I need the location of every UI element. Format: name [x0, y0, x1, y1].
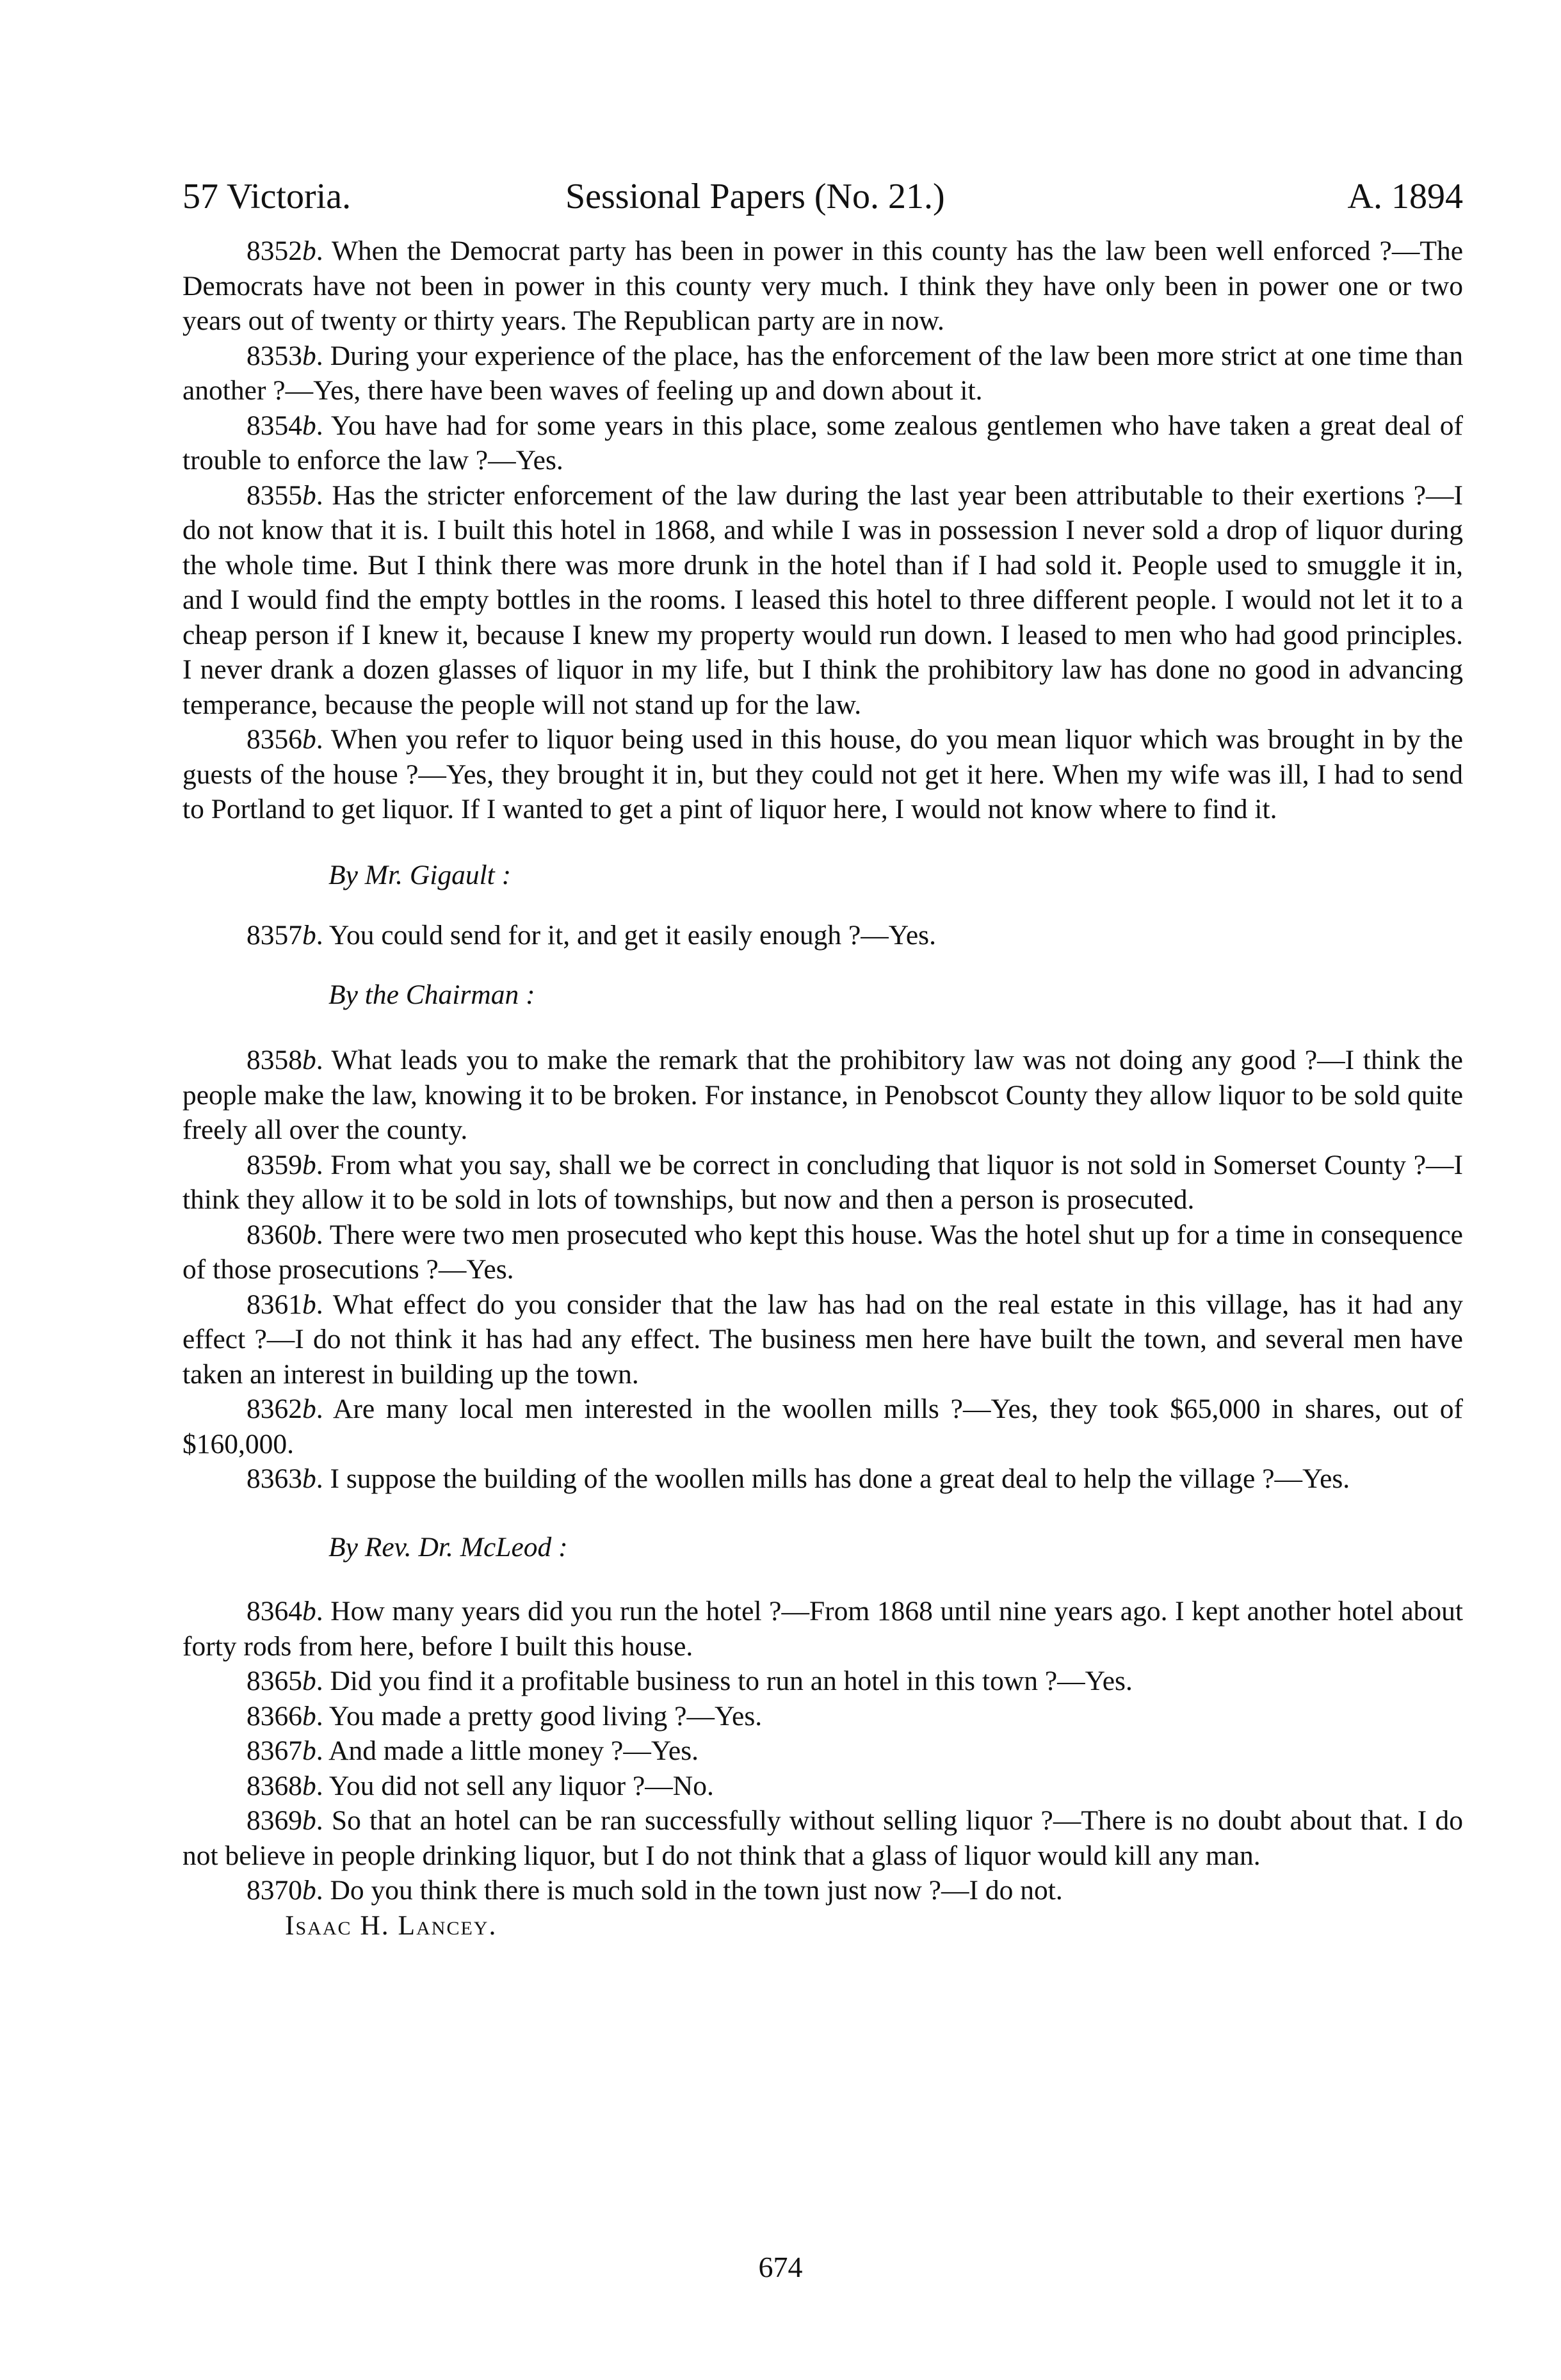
- question-8370b: 8370b. Do you think there is much sold in the town just now ?—I do not.: [247, 1875, 1063, 1906]
- question-8366b: 8366b. You made a pretty good living ?—Yes.: [247, 1700, 763, 1732]
- question-8367b: 8367b. And made a little money ?—Yes.: [247, 1735, 699, 1766]
- testimony-body: [182, 234, 1463, 1943]
- running-header: [182, 176, 1463, 227]
- header-title: Sessional Papers (No. 21.): [565, 177, 945, 216]
- question-8352b: 8352b. When the Democrat party has been in power in this county has the law been well enforced ?—The Democrats have not been in power in this county very much. I think they have only been in power one or two years out of twenty or thirty years. The Republican party are in now.: [182, 236, 1463, 336]
- header-year: A. 1894: [1347, 177, 1463, 216]
- question-8357b: 8357b. You could send for it, and get it easily enough ?—Yes.: [247, 920, 936, 951]
- question-8360b: 8360b. There were two men prosecuted who kept this house. Was the hotel shut up for a time in consequence of those prosecutions ?—Yes.: [182, 1219, 1463, 1285]
- header-session: 57 Victoria.: [182, 177, 352, 216]
- question-8363b: 8363b. I suppose the building of the woollen mills has done a great deal to help the village ?—Yes.: [247, 1463, 1350, 1494]
- witness-signature: Isaac H. Lancey.: [285, 1910, 497, 1941]
- speaker-heading-chairman: By the Chairman :: [328, 979, 535, 1010]
- question-8354b: 8354b. You have had for some years in this place, some zealous gentlemen who have taken a great deal of trouble to enforce the law ?—Yes.: [182, 410, 1463, 476]
- question-8359b: 8359b. From what you say, shall we be correct in concluding that liquor is not sold in Somerset County ?—I think they allow it to be sold in lots of townships, but now and then a person is prosecuted.: [182, 1149, 1463, 1215]
- question-8353b: 8353b. During your experience of the place, has the enforcement of the law been more strict at one time than another ?—Yes, there have been waves of feeling up and down about it.: [182, 340, 1463, 406]
- question-8356b: 8356b. When you refer to liquor being used in this house, do you mean liquor which was brought in by the guests of the house ?—Yes, they brought it in, but they could not get it here. When my wife was ill, I had to send to Portland to get liquor. If I wanted to get a pint of liquor here, I would not know where to find it.: [182, 724, 1463, 824]
- question-8365b: 8365b. Did you find it a profitable business to run an hotel in this town ?—Yes.: [247, 1666, 1133, 1696]
- question-8361b: 8361b. What effect do you consider that the law has had on the real estate in this village, has it had any effect ?—I do not think it has had any effect. The business men here have built the town, and several men have taken an interest in building up the town.: [182, 1289, 1463, 1390]
- speaker-heading-gigault: By Mr. Gigault :: [328, 859, 512, 890]
- question-8368b: 8368b. You did not sell any liquor ?—No.: [247, 1770, 714, 1801]
- speaker-heading-mcleod: By Rev. Dr. McLeod :: [328, 1531, 568, 1563]
- page-number: 674: [758, 2251, 803, 2283]
- question-8355b: 8355b. Has the stricter enforcement of the law during the last year been attributable to their exertions ?—I do not know that it is. I built this hotel in 1868, and while I was in possession I never sold a drop of liquor during the whole time. But I think there was more drunk in the hotel than if I had sold it. People used to smuggle it in, and I would find the empty bottles in the rooms. I leased this hotel to three different people. I would not let it to a cheap person if I knew it, because I knew my property would run down. I leased to men who had good principles. I never drank a dozen glasses of liquor in my life, but I think the prohibitory law has done no good in advancing temperance, because the people will not stand up for the law.: [182, 479, 1463, 720]
- question-8369b: 8369b. So that an hotel can be ran successfully without selling liquor ?—There is no doubt about that. I do not believe in people drinking liquor, but I do not think that a glass of liquor would kill any man.: [182, 1805, 1463, 1871]
- question-8362b: 8362b. Are many local men interested in the woollen mills ?—Yes, they took $65,000 in shares, out of $160,000.: [182, 1394, 1463, 1459]
- question-8358b: 8358b. What leads you to make the remark that the prohibitory law was not doing any good ?—I think the people make the law, knowing it to be broken. For instance, in Penobscot County they allow liquor to be sold quite freely all over the county.: [182, 1045, 1463, 1145]
- question-8364b: 8364b. How many years did you run the hotel ?—From 1868 until nine years ago. I kept another hotel about forty rods from here, before I built this house.: [182, 1596, 1463, 1662]
